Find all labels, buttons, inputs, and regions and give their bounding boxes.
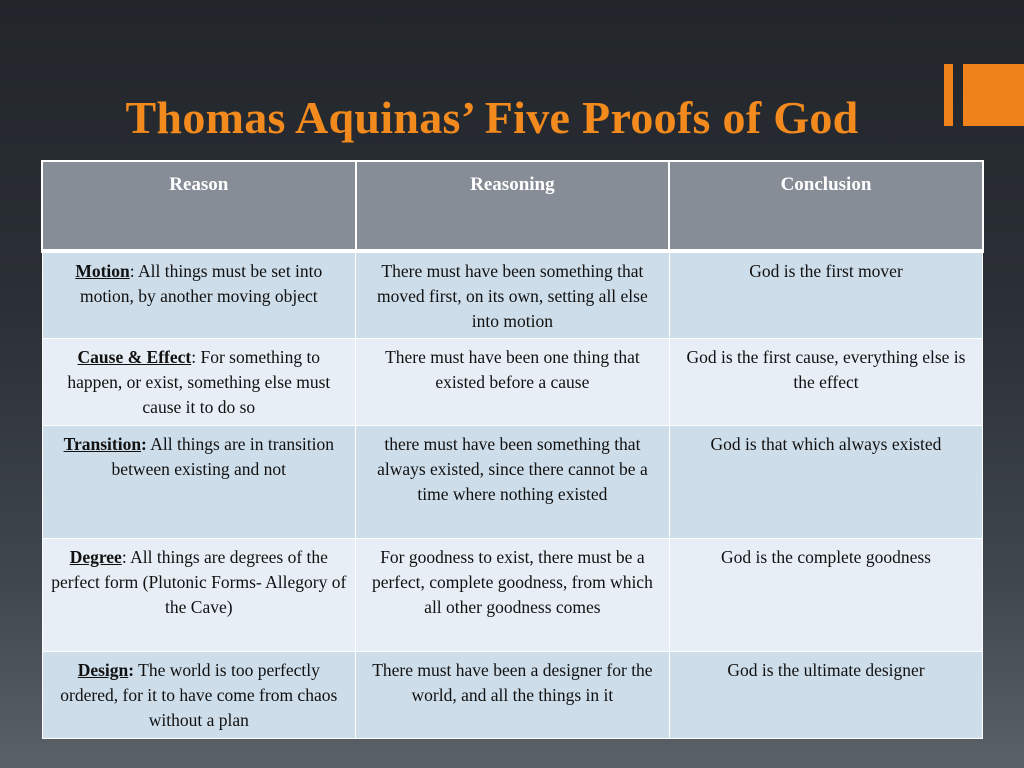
accent-bar-thin [944, 64, 953, 126]
term-suffix: : [128, 660, 135, 680]
proof-term: Degree [69, 547, 122, 567]
proof-term: Design [77, 660, 129, 680]
conclusion-cell: God is the first mover [669, 251, 983, 339]
reason-cell [42, 652, 356, 739]
table-row [42, 251, 983, 339]
header-conclusion: Conclusion [669, 161, 983, 251]
reason-text: All things are in transition between existing and not [111, 434, 335, 479]
reason-cell [42, 251, 356, 339]
reasoning-cell: there must have been something that always existed, since there cannot be a time where nothing existed [356, 426, 670, 539]
proofs-table [41, 160, 984, 739]
conclusion-cell: God is the ultimate designer [669, 652, 983, 739]
reasoning-cell: There must have been one thing that existed before a cause [356, 339, 670, 426]
proof-term: Transition [63, 434, 142, 454]
reasoning-cell: For goodness to exist, there must be a perfect, complete goodness, from which all other goodness comes [356, 539, 670, 652]
reason-text: : All things are degrees of the perfect form (Plutonic Forms- Allegory of the Cave) [51, 547, 347, 617]
conclusion-cell: God is that which always existed [669, 426, 983, 539]
reasoning-cell: There must have been something that moved first, on its own, setting all else into motion [356, 251, 670, 339]
proof-term: Motion [75, 261, 130, 281]
header-reason: Reason [42, 161, 356, 251]
reason-cell [42, 426, 356, 539]
conclusion-cell: God is the complete goodness [669, 539, 983, 652]
header-reasoning: Reasoning [356, 161, 670, 251]
table-header-row [42, 161, 983, 251]
reason-cell [42, 539, 356, 652]
accent-bar-thick [963, 64, 1024, 126]
table-row [42, 339, 983, 426]
reason-text: : For something to happen, or exist, something else must cause it to do so [67, 347, 331, 417]
proof-term: Cause & Effect [77, 347, 192, 367]
slide-title: Thomas Aquinas’ Five Proofs of God [125, 91, 859, 143]
conclusion-cell: God is the first cause, everything else is the effect [669, 339, 983, 426]
table-row [42, 652, 983, 739]
table-row [42, 426, 983, 539]
reason-text: : All things must be set into motion, by another moving object [79, 261, 323, 306]
term-suffix: : [141, 434, 147, 454]
reason-cell [42, 339, 356, 426]
reasoning-cell: There must have been a designer for the world, and all the things in it [356, 652, 670, 739]
table-row [42, 539, 983, 652]
reason-text: The world is too perfectly ordered, for it to have come from chaos without a plan [60, 660, 338, 730]
